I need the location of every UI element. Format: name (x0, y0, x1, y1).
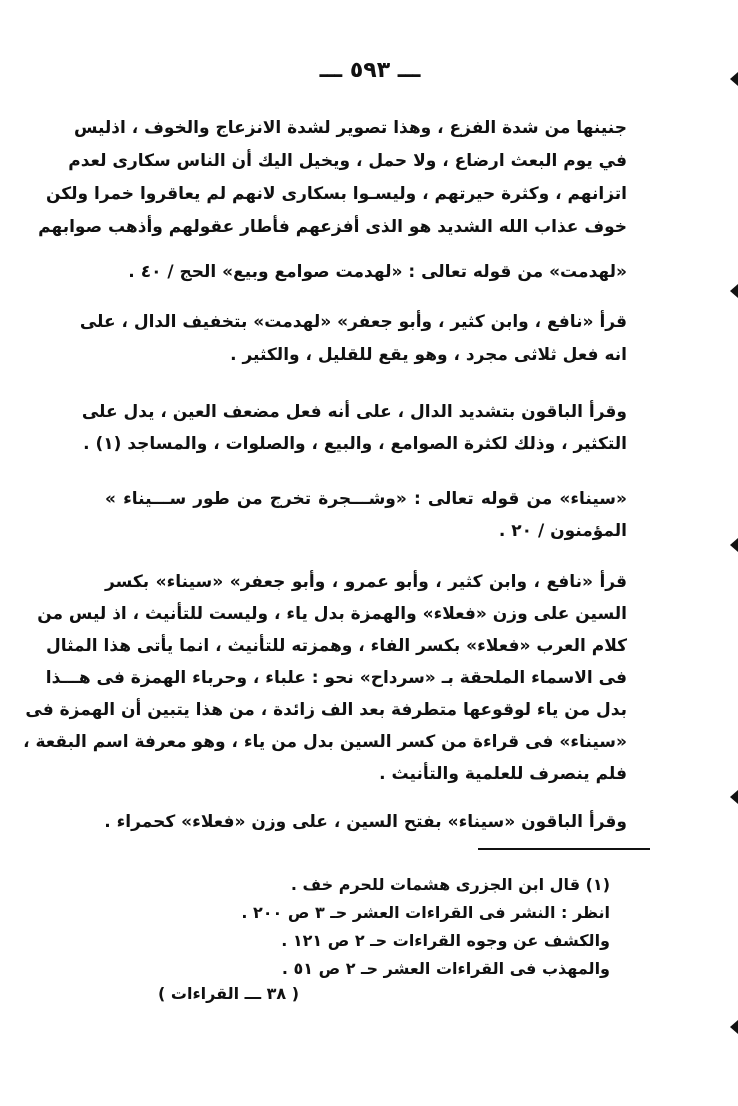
body-line: قرأ «نافع ، وابن كثير ، وأبو عمرو ، وأبو جعفر» «سيناء» بكسر (105, 572, 627, 592)
body-line: جنينها من شدة الفزع ، وهذا تصوير لشدة الانزعاج والخوف ، اذليس (73, 118, 627, 138)
body-line: وقرأ الباقون بتشديد الدال ، على أنه فعل مضعف العين ، يدل على (81, 402, 627, 422)
footnote-line: والكشف عن وجوه القراءات حـ ٢ ص ١٢١ . (281, 931, 610, 950)
body-line: وقرأ الباقون «سيناء» بفتح السين ، على وزن «فعلاء» كحمراء . (104, 812, 627, 832)
body-line: فلم ينصرف للعلمية والتأنيث . (379, 764, 627, 784)
body-line: بدل من ياء لوقوعها متطرفة بعد الف زائدة ، من هذا يتبين أن الهمزة فى (25, 700, 627, 720)
body-line: «سيناء» فى قراءة من كسر السين بدل من ياء ، وهو معرفة اسم البقعة ، (23, 732, 627, 752)
footnote-line: انظر : النشر فى القراءات العشر حـ ٣ ص ٢٠٠ . (241, 903, 610, 922)
quranic-reference: «سيناء» من قوله تعالى : «وشـــجرة تخرج من طور ســـيناء » (105, 489, 627, 509)
page-number: ـــ ٥٩٣ ـــ (319, 58, 421, 83)
body-line: قرأ «نافع ، وابن كثير ، وأبو جعفر» «لهدمت» بتخفيف الدال ، على (79, 312, 627, 332)
margin-mark (730, 284, 738, 298)
body-line: انه فعل ثلاثى مجرد ، وهو يقع للقليل ، والكثير . (230, 345, 627, 365)
body-line: خوف عذاب الله الشديد هو الذى أفزعهم فأطار عقولهم وأذهب صوابهم (38, 217, 627, 237)
body-line: التكثير ، وذلك لكثرة الصوامع ، والبيع ، والصلوات ، والمساجد (١) . (83, 434, 627, 454)
body-line: كلام العرب «فعلاء» بكسر الفاء ، وهمزته للتأنيث ، انما يأتى هذا المثال (45, 636, 627, 656)
margin-mark (730, 790, 738, 804)
body-line: اتزانهم ، وكثرة حيرتهم ، وليسـوا بسكارى لانهم لم يعاقروا خمرا ولكن (45, 184, 627, 204)
body-line: فى الاسماء الملحقة بـ «سرداح» نحو : علباء ، وحرباء الهمزة فى هـــذا (45, 668, 627, 688)
quranic-reference: المؤمنون / ٢٠ . (498, 521, 627, 541)
body-line: السين على وزن «فعلاء» والهمزة بدل ياء ، وليست للتأنيث ، اذ ليس من (37, 604, 627, 624)
footnote-line: والمهذب فى القراءات العشر حـ ٢ ص ٥١ . (281, 959, 610, 978)
footnote-line: (١) قال ابن الجزرى هشمات للحرم خف . (290, 875, 610, 894)
signature-mark: ( ٣٨ ـــ القراءات ) (158, 984, 300, 1003)
margin-mark (730, 1020, 738, 1034)
body-line: في يوم البعث ارضاع ، ولا حمل ، ويخيل اليك أن الناس سكارى لعدم (68, 151, 627, 171)
margin-mark (730, 538, 738, 552)
footnote-separator (478, 848, 650, 850)
quranic-reference: «لهدمت» من قوله تعالى : «لهدمت صوامع وبيع» الحج / ٤٠ . (128, 262, 627, 282)
margin-mark (730, 72, 738, 86)
